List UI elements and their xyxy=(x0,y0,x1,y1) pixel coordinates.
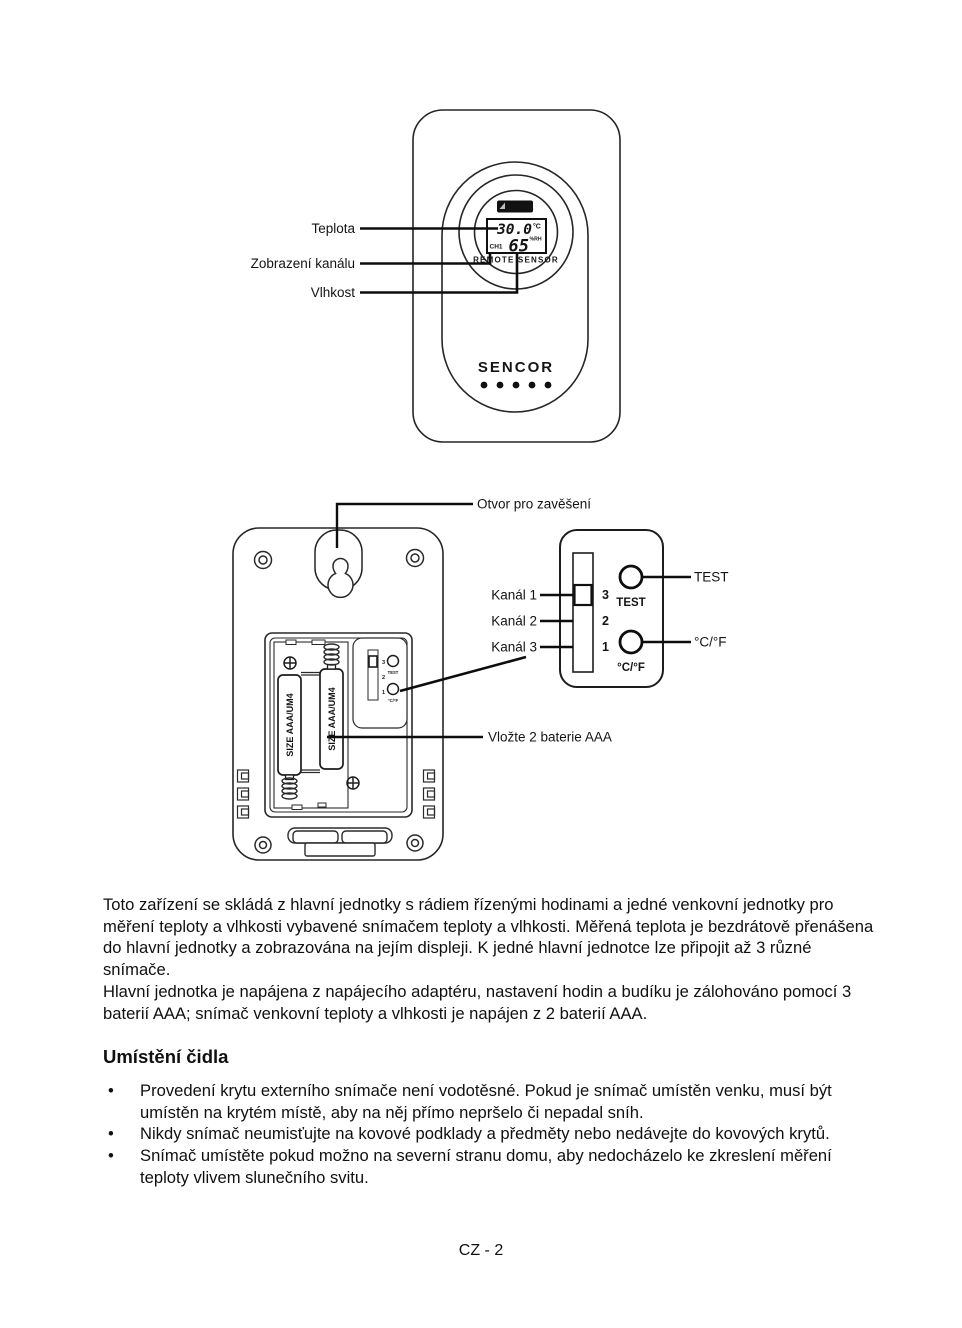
unit-button xyxy=(620,631,642,653)
mini-pos-2: 2 xyxy=(382,675,386,681)
body-text xyxy=(103,894,878,1188)
bullet-marker: • xyxy=(108,1124,114,1144)
switch-detail-panel xyxy=(560,530,663,687)
bullet-marker: • xyxy=(108,1080,114,1100)
mini-pos-1: 1 xyxy=(382,690,386,696)
callout-teplota: Teplota xyxy=(311,221,355,236)
back-view-diagram xyxy=(230,478,742,880)
channel-switch xyxy=(573,553,593,672)
bullet-item xyxy=(103,1145,878,1188)
lcd-humidity-value: 65 xyxy=(508,236,529,257)
test-button-label: TEST xyxy=(616,597,646,609)
page-number: CZ - 2 xyxy=(458,1242,504,1259)
callout-otvor: Otvor pro zavěšení xyxy=(477,496,592,512)
bullet-text: Provedení krytu externího snímače není vodotěsné. Pokud je snímač umístěn venku, musí být umístěn na krytém místě, aby na něj přímo nepršelo či nepadal sníh. xyxy=(140,1080,832,1122)
placement-bullet-list xyxy=(103,1080,878,1189)
bullet-text: Snímač umístěte pokud možno na severní stranu domu, aby nedocházelo ke zkreslení měření teploty vlivem slunečního svitu. xyxy=(140,1146,832,1187)
brand-logo: SENCOR xyxy=(477,359,555,376)
battery-right-label: SIZE AAA/UM4 xyxy=(327,687,337,751)
bullet-item xyxy=(103,1123,878,1145)
battery-right xyxy=(320,665,343,770)
mini-unit-label: °C/°F xyxy=(387,698,399,703)
bullet-text: Nikdy snímač neumisťujte na kovové podklady a předměty nebo nedávejte do kovových krytů. xyxy=(140,1124,830,1144)
callout-kanal-1: Kanál 1 xyxy=(491,587,537,603)
switch-pos-1: 1 xyxy=(602,640,609,654)
mini-switch-knob xyxy=(369,656,377,667)
lcd-temperature-unit: °C xyxy=(533,223,541,231)
test-button xyxy=(620,566,642,588)
callout-zobrazeni-kanalu: Zobrazení kanálu xyxy=(250,256,355,271)
battery-left xyxy=(278,675,301,780)
callout-vlozte-baterie: Vložte 2 baterie AAA xyxy=(488,729,612,745)
mini-test-button xyxy=(388,656,399,667)
intro-paragraph-1: Toto zařízení se skládá z hlavní jednotky s rádiem řízenými hodinami a jedné venkovní jednotky pro měření teploty a vlhkosti vybavené snímačem teploty a vlhkosti. Měřená teplota je bezdrátově přenášena do hlavní jednotky a zobrazována na jejím displeji. K jedné hlavní jednotce lze připojit až 3 různé snímače. xyxy=(103,895,874,980)
callout-cf: °C/°F xyxy=(694,634,727,650)
lcd-humidity-unit: %RH xyxy=(529,236,542,243)
mini-test-label: TEST xyxy=(387,670,399,675)
bullet-marker: • xyxy=(108,1146,114,1166)
bullet-item xyxy=(103,1080,878,1123)
mini-pos-3: 3 xyxy=(382,660,386,666)
callout-kanal-3: Kanál 3 xyxy=(491,639,537,655)
callout-vlhkost: Vlhkost xyxy=(310,285,355,300)
section-title: Umístění čidla xyxy=(103,1046,229,1068)
mini-switch-panel xyxy=(353,638,407,728)
switch-pos-2: 2 xyxy=(602,614,609,628)
frequency-badge-text: 433MHz xyxy=(505,202,534,212)
front-view-diagram xyxy=(240,90,690,470)
channel-switch-knob xyxy=(575,585,592,605)
callout-test: TEST xyxy=(694,569,729,585)
lcd-channel-indicator: CH1 xyxy=(489,243,503,251)
intro-paragraph-2: Hlavní jednotka je napájena z napájecího adaptéru, nastavení hodin a budíku je zálohováno pomocí 3 baterií AAA; snímač venkovní teploty a vlhkosti je napájen z 2 baterií AAA. xyxy=(103,981,852,1023)
mini-unit-button xyxy=(388,684,399,695)
unit-button-label: °C/°F xyxy=(617,662,645,674)
battery-left-label: SIZE AAA/UM4 xyxy=(285,693,295,757)
frequency-badge xyxy=(497,201,534,213)
lcd-caption: REMOTE SENSOR xyxy=(473,255,559,265)
lcd-display xyxy=(487,219,546,257)
switch-pos-3: 3 xyxy=(602,588,609,602)
callout-kanal-2: Kanál 2 xyxy=(491,613,537,629)
lcd-temperature-value: 30.0 xyxy=(497,222,532,238)
